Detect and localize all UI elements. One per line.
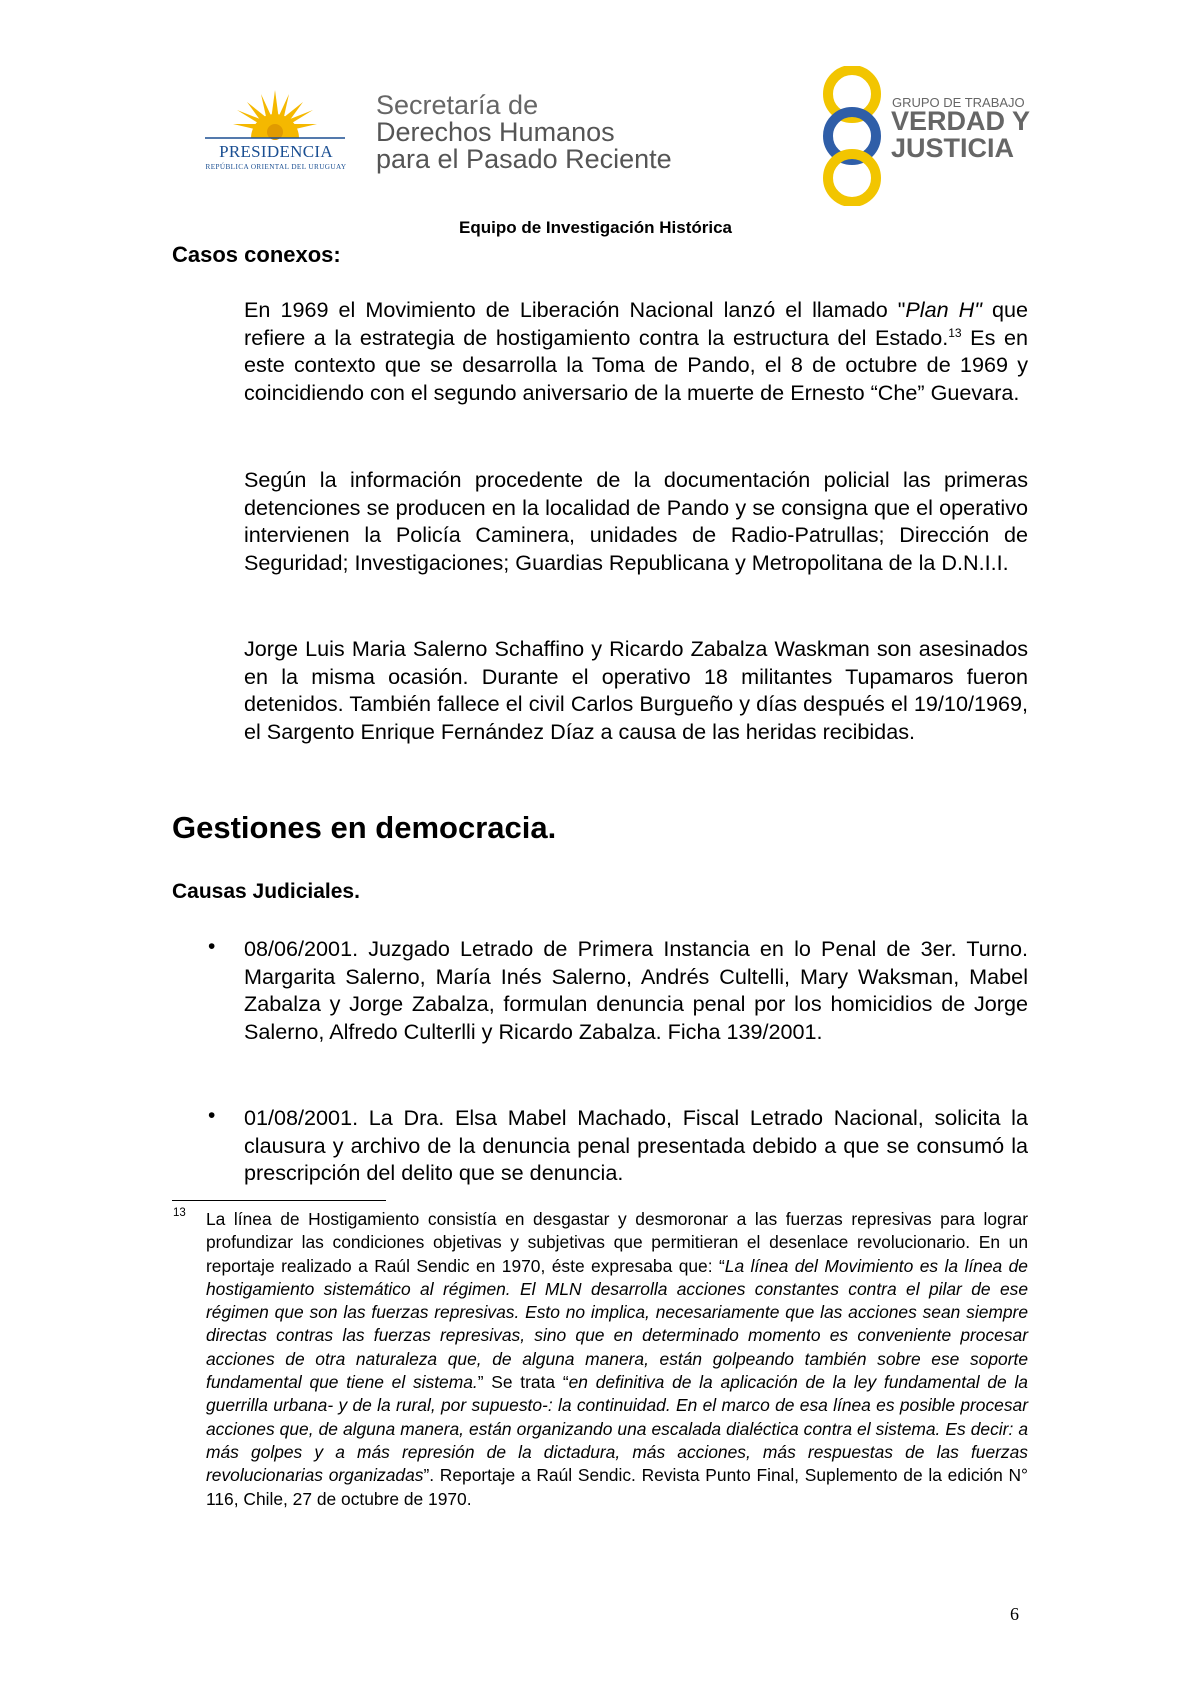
paragraph-asesinados: Jorge Luis Maria Salerno Schaffino y Ricardo Zabalza Waskman son asesinados en la misma ocasión. Durante el operativo 18 militantes Tupamaros fueron detenidos. También fallece el civil Carlos Burgueño y días después el 19/10/1969, el Sargento Enrique Fernández Díaz a causa de las heridas recibidas. [244, 636, 1028, 744]
verdad-justicia-title [891, 108, 1030, 162]
footnote-ref-13[interactable]: 13 [948, 325, 962, 340]
bullet-marker: • [208, 935, 216, 958]
paragraph-policial: Según la información procedente de la documentación policial las primeras detenciones se producen en la localidad de Pando y se consigna que el operativo intervienen la Policía Caminera, unidades de Radio-Patrullas; Dirección de Seguridad; Investigaciones; Guardias Republicana y Metropolitana de la D.N.I.I. [244, 467, 1028, 575]
secretaria-line-3: para el Pasado Reciente [376, 144, 672, 174]
bullet-marker: • [208, 1104, 216, 1127]
footnote-text-2: ” Se trata “ [477, 1372, 569, 1393]
gestiones-heading: Gestiones en democracia. [172, 810, 557, 845]
secretaria-line-2: Derechos Humanos [376, 117, 615, 147]
plan-h-italic: Plan H" [905, 297, 982, 322]
grupo-trabajo-label: GRUPO DE TRABAJO [892, 95, 1025, 110]
paragraph-plan-h [244, 296, 1028, 406]
list-item: 01/08/2001. La Dra. Elsa Mabel Machado, Fiscal Letrado Nacional, solicita la clausura y archivo de la denuncia penal presentada debido a que se consumó la prescripción del delito que se denuncia. [244, 1105, 1028, 1186]
page-number: 6 [1010, 1604, 1019, 1624]
list-item: 08/06/2001. Juzgado Letrado de Primera Instancia en lo Penal de 3er. Turno. Margarita Salerno, María Inés Salerno, Andrés Cultelli, Mary Waksman, Mabel Zabalza y Jorge Zabalza, formulan denuncia penal por los homicidios de Jorge Salerno, Alfredo Culterlli y Ricardo Zabalza. Ficha 139/2001. [244, 936, 1028, 1044]
team-heading: Equipo de Investigación Histórica [459, 218, 732, 237]
causas-judiciales-heading: Causas Judiciales. [172, 880, 360, 903]
p1-text-a: En 1969 el Movimiento de Liberación Nacional lanzó el llamado " [244, 297, 906, 322]
footnote-number: 13 [173, 1207, 186, 1219]
presidencia-sublabel: REPÚBLICA ORIENTAL DEL URUGUAY [205, 163, 347, 171]
presidencia-label: PRESIDENCIA [219, 142, 333, 161]
verdad-line: VERDAD Y [891, 106, 1031, 136]
justicia-line: JUSTICIA [891, 133, 1015, 163]
footnote-quote-1: La línea del Movimiento es la línea de hostigamiento sistemático al régimen. El MLN desarrolla acciones constantes contra el pilar de ese régimen que son las fuerzas represivas. Esto no implica, necesariamente que las acciones sean siempre directas contras las fuerzas represivas, sino que en determinado momento es conveniente procesar acciones de otra naturaleza que, de alguna manera, están golpeando también sobre ese soporte fundamental que tiene el sistema. [206, 1255, 1028, 1393]
footnote-separator [172, 1200, 386, 1201]
p1-text-b: que refiere a la estrategia de hostigamiento contra la estructura del Estado. [244, 297, 1028, 350]
footnote-text [206, 1208, 1028, 1511]
footnote-quote-2: en definitiva de la aplicación de la ley fundamental de la guerrilla urbana- y de la rural, por supuesto-: la continuidad. En el marco de esa línea es posible procesar acciones que, de alguna manera, están organizando una escalada dialéctica contra el sistema. Es decir: a más golpes y a más represión de la dictadura, más acciones, más respuestas de las fuerzas revolucionarias organizadas [206, 1372, 1028, 1486]
secretaria-title [376, 92, 672, 173]
secretaria-line-1: Secretaría de [376, 90, 539, 120]
verdad-justicia-rings-logo [812, 66, 892, 206]
footnote-text-3: ”. Reportaje a Raúl Sendic. Revista Punto Final, Suplemento de la edición N° 116, Chile, 27 de octubre de 1970. [206, 1465, 1028, 1509]
casos-conexos-heading: Casos conexos: [172, 242, 341, 267]
p1-text-c: Es en este contexto que se desarrolla la Toma de Pando, el 8 de octubre de 1969 y coincidiendo con el segundo aniversario de la muerte de Ernesto “Che” Guevara. [244, 324, 1028, 405]
footnote-text-1: La línea de Hostigamiento consistía en desgastar y desmoronar a las fuerzas represivas para lograr profundizar las condiciones objetivas y subjetivas que permitieran el desenlace revolucionario. En un reportaje realizado a Raúl Sendic en 1970, éste expresaba que: “ [206, 1209, 1028, 1276]
